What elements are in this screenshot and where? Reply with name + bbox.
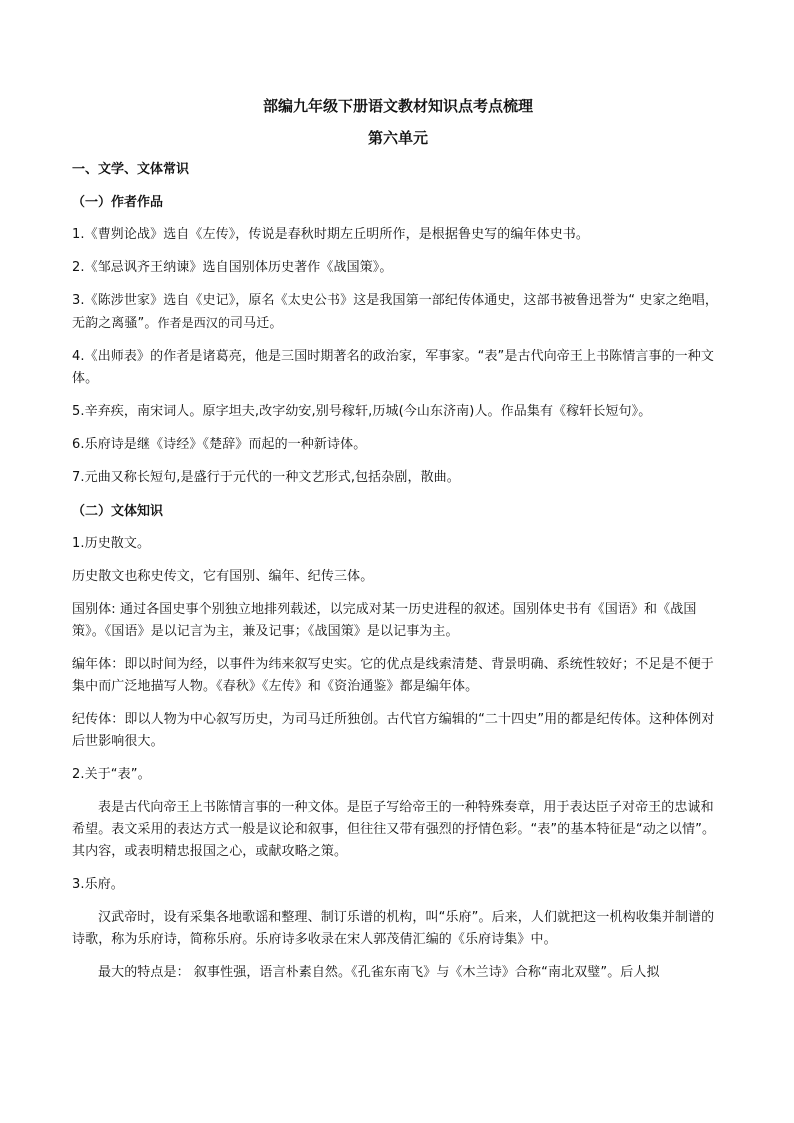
- paragraph-item-1: 1.《曹刿论战》选自《左传》，传说是春秋时期左丘明所作，是根据鲁史写的编年体史书。: [72, 227, 590, 242]
- document-body: [72, 96, 724, 984]
- genre-item-3-heading: 3.乐府。: [72, 877, 124, 892]
- genre-item-2-body: 表是古代向帝王上书陈情言事的一种文体。是臣子写给帝王的一种特殊奏章，用于表达臣子对帝王的忠诚和希望。表文采用的表达方式一般是议论和叙事，但往往又带有强烈的抒情色彩。“表”的基本特征是“动之以情”。其内容，或表明精忠报国之心，或献攻略之策。: [72, 800, 716, 859]
- section-heading-literature: 一、文学、文体常识: [72, 162, 190, 177]
- genre-item-2-heading: 2.关于“表”。: [72, 767, 151, 782]
- paragraph-item-2: 2.《邹忌讽齐王纳谏》选自国别体历史著作《战国策》。: [72, 260, 393, 275]
- unit-heading: 第六单元: [367, 129, 428, 147]
- genre-item-1-heading: 1.历史散文。: [72, 536, 151, 551]
- genre-item-3-feature: 最大的特点是： 叙事性强，语言朴素自然。《孔雀东南飞》与《木兰诗》合称“南北双璧”。后人拟: [98, 965, 660, 980]
- paragraph-item-5: 5.辛弃疾，南宋词人。原字坦夫,改字幼安,别号稼轩,历城(今山东济南)人。作品集有《稼轩长短句》。: [72, 404, 652, 419]
- genre-item-3-body: 汉武帝时，设有采集各地歌谣和整理、制订乐谱的机构，叫“乐府”。后来，人们就把这一机构收集并制谱的诗歌，称为乐府诗，简称乐府。乐府诗多收录在宋人郭茂倩汇编的《乐府诗集》中。: [72, 910, 715, 947]
- genre-item-1-jizhuan: 纪传体：即以人物为中心叙写历史，为司马迁所独创。古代官方编辑的“二十四史”用的都是纪传体。这种体例对后世影响很大。: [72, 712, 715, 749]
- subsection-heading-authors: （一）作者作品: [72, 195, 164, 210]
- paragraph-item-7: 7.元曲又称长短句,是盛行于元代的一种文艺形式,包括杂剧，散曲。: [72, 470, 460, 485]
- paragraph-item-3: [72, 290, 724, 335]
- paragraph-item-3-author-prefix: 作者是西汉的: [157, 316, 231, 330]
- paragraph-item-6: 6.乐府诗是继《诗经》《楚辞》而起的一种新诗体。: [72, 437, 367, 452]
- paragraph-item-3-author-name: 司马迁。: [230, 316, 283, 331]
- paragraph-item-3-main: 3.《陈涉世家》选自《史记》，原名《太史公书》这是我国第一部纪传体通史，这部书被鲁迅誉为“ 史家之绝唱，无韵之离骚”。: [72, 293, 718, 331]
- document-title: 部编九年级下册语文教材知识点考点梳理: [262, 97, 533, 115]
- genre-item-1-biannian: 编年体：即以时间为经，以事件为纬来叙写史实。它的优点是线索清楚、背景明确、系统性较好；不足是不便于集中而广泛地描写人物。《春秋》《左传》和《资治通鉴》都是编年体。: [72, 657, 714, 694]
- genre-item-1-intro: 历史散文也称史传文，它有国别、编年、纪传三体。: [72, 569, 374, 584]
- subsection-heading-genre: （二）文体知识: [72, 504, 164, 519]
- paragraph-item-4: 4.《出师表》的作者是诸葛亮，他是三国时期著名的政治家，军事家。“表”是古代向帝王上书陈情言事的一种文体。: [72, 349, 714, 386]
- genre-item-1-guobie: 国别体: 通过各国史事个别独立地排列载述，以完成对某一历史进程的叙述。国别体史书有《国语》和《战国策》。《国语》是以记言为主，兼及记事；《战国策》是以记事为主。: [72, 602, 697, 639]
